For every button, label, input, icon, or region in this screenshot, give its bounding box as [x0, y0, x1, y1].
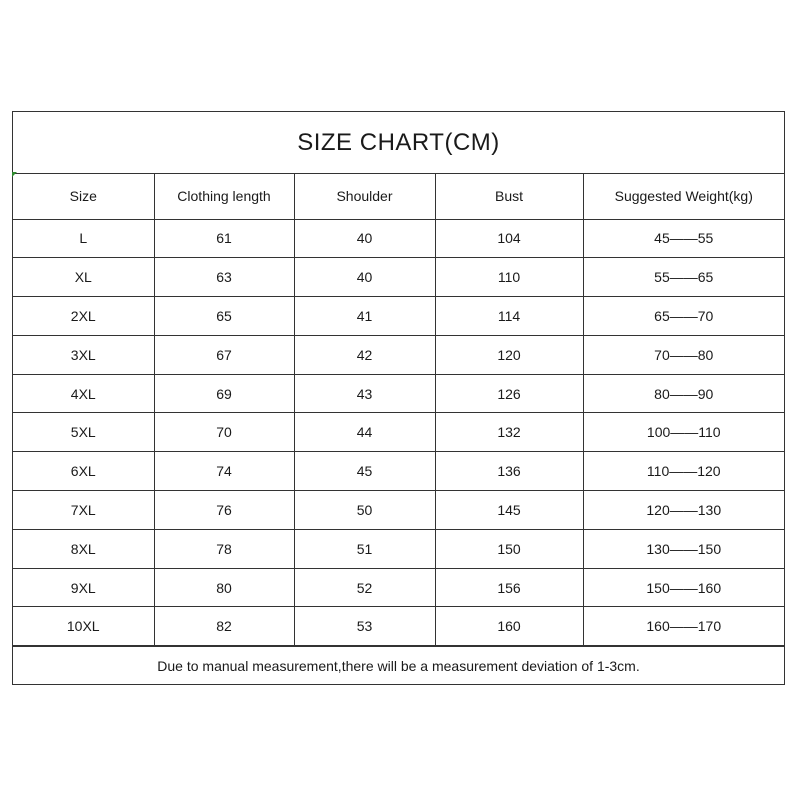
- cell-suggested-weight: 160——170: [583, 607, 784, 646]
- cell-bust: 150: [435, 529, 583, 568]
- header-bust: Bust: [435, 174, 583, 219]
- size-chart: [12, 111, 785, 685]
- chart-title-row: [13, 112, 784, 174]
- cell-shoulder: 41: [294, 297, 435, 336]
- table-header-row: [13, 174, 784, 219]
- cell-bust: 132: [435, 413, 583, 452]
- cell-shoulder: 40: [294, 219, 435, 258]
- chart-title: SIZE CHART(CM): [297, 128, 500, 156]
- cell-bust: 160: [435, 607, 583, 646]
- cell-size: 9XL: [13, 568, 154, 607]
- cell-size: 6XL: [13, 452, 154, 491]
- cell-clothing-length: 61: [154, 219, 294, 258]
- table-row: [13, 529, 784, 568]
- cell-clothing-length: 70: [154, 413, 294, 452]
- cell-shoulder: 52: [294, 568, 435, 607]
- measurement-note-row: [13, 646, 784, 684]
- cell-clothing-length: 65: [154, 297, 294, 336]
- header-shoulder: Shoulder: [294, 174, 435, 219]
- table-row: [13, 219, 784, 258]
- cell-size: 4XL: [13, 374, 154, 413]
- header-clothing-length: Clothing length: [154, 174, 294, 219]
- cell-size: XL: [13, 258, 154, 297]
- cell-suggested-weight: 65——70: [583, 297, 784, 336]
- table-row: [13, 297, 784, 336]
- cell-shoulder: 40: [294, 258, 435, 297]
- cell-clothing-length: 67: [154, 335, 294, 374]
- cell-size: 2XL: [13, 297, 154, 336]
- cell-clothing-length: 74: [154, 452, 294, 491]
- cell-clothing-length: 76: [154, 491, 294, 530]
- cell-suggested-weight: 110——120: [583, 452, 784, 491]
- cell-shoulder: 51: [294, 529, 435, 568]
- table-row: [13, 607, 784, 646]
- table-row: [13, 258, 784, 297]
- cell-bust: 120: [435, 335, 583, 374]
- cell-bust: 156: [435, 568, 583, 607]
- header-size: Size: [13, 174, 154, 219]
- cell-size: 7XL: [13, 491, 154, 530]
- cell-shoulder: 53: [294, 607, 435, 646]
- cell-size: 5XL: [13, 413, 154, 452]
- size-table: [13, 174, 784, 646]
- table-row: [13, 335, 784, 374]
- cell-clothing-length: 78: [154, 529, 294, 568]
- measurement-note: Due to manual measurement,there will be a measurement deviation of 1-3cm.: [157, 657, 640, 674]
- cell-suggested-weight: 45——55: [583, 219, 784, 258]
- cell-clothing-length: 69: [154, 374, 294, 413]
- cell-shoulder: 44: [294, 413, 435, 452]
- table-row: [13, 568, 784, 607]
- cell-suggested-weight: 55——65: [583, 258, 784, 297]
- cell-suggested-weight: 70——80: [583, 335, 784, 374]
- cell-shoulder: 42: [294, 335, 435, 374]
- table-row: [13, 413, 784, 452]
- cell-clothing-length: 80: [154, 568, 294, 607]
- cell-suggested-weight: 100——110: [583, 413, 784, 452]
- cell-bust: 136: [435, 452, 583, 491]
- header-suggested-weight: Suggested Weight(kg): [583, 174, 784, 219]
- table-row: [13, 491, 784, 530]
- cell-shoulder: 50: [294, 491, 435, 530]
- cell-suggested-weight: 130——150: [583, 529, 784, 568]
- cell-size: 3XL: [13, 335, 154, 374]
- cell-bust: 104: [435, 219, 583, 258]
- table-row: [13, 374, 784, 413]
- table-row: [13, 452, 784, 491]
- cell-suggested-weight: 80——90: [583, 374, 784, 413]
- cell-bust: 126: [435, 374, 583, 413]
- cell-size: 10XL: [13, 607, 154, 646]
- cell-bust: 114: [435, 297, 583, 336]
- cell-shoulder: 45: [294, 452, 435, 491]
- cell-bust: 145: [435, 491, 583, 530]
- cell-suggested-weight: 150——160: [583, 568, 784, 607]
- cell-clothing-length: 63: [154, 258, 294, 297]
- cell-shoulder: 43: [294, 374, 435, 413]
- cell-size: 8XL: [13, 529, 154, 568]
- cell-suggested-weight: 120——130: [583, 491, 784, 530]
- cell-size: L: [13, 219, 154, 258]
- corner-mark-decoration: [12, 172, 17, 177]
- cell-clothing-length: 82: [154, 607, 294, 646]
- cell-bust: 110: [435, 258, 583, 297]
